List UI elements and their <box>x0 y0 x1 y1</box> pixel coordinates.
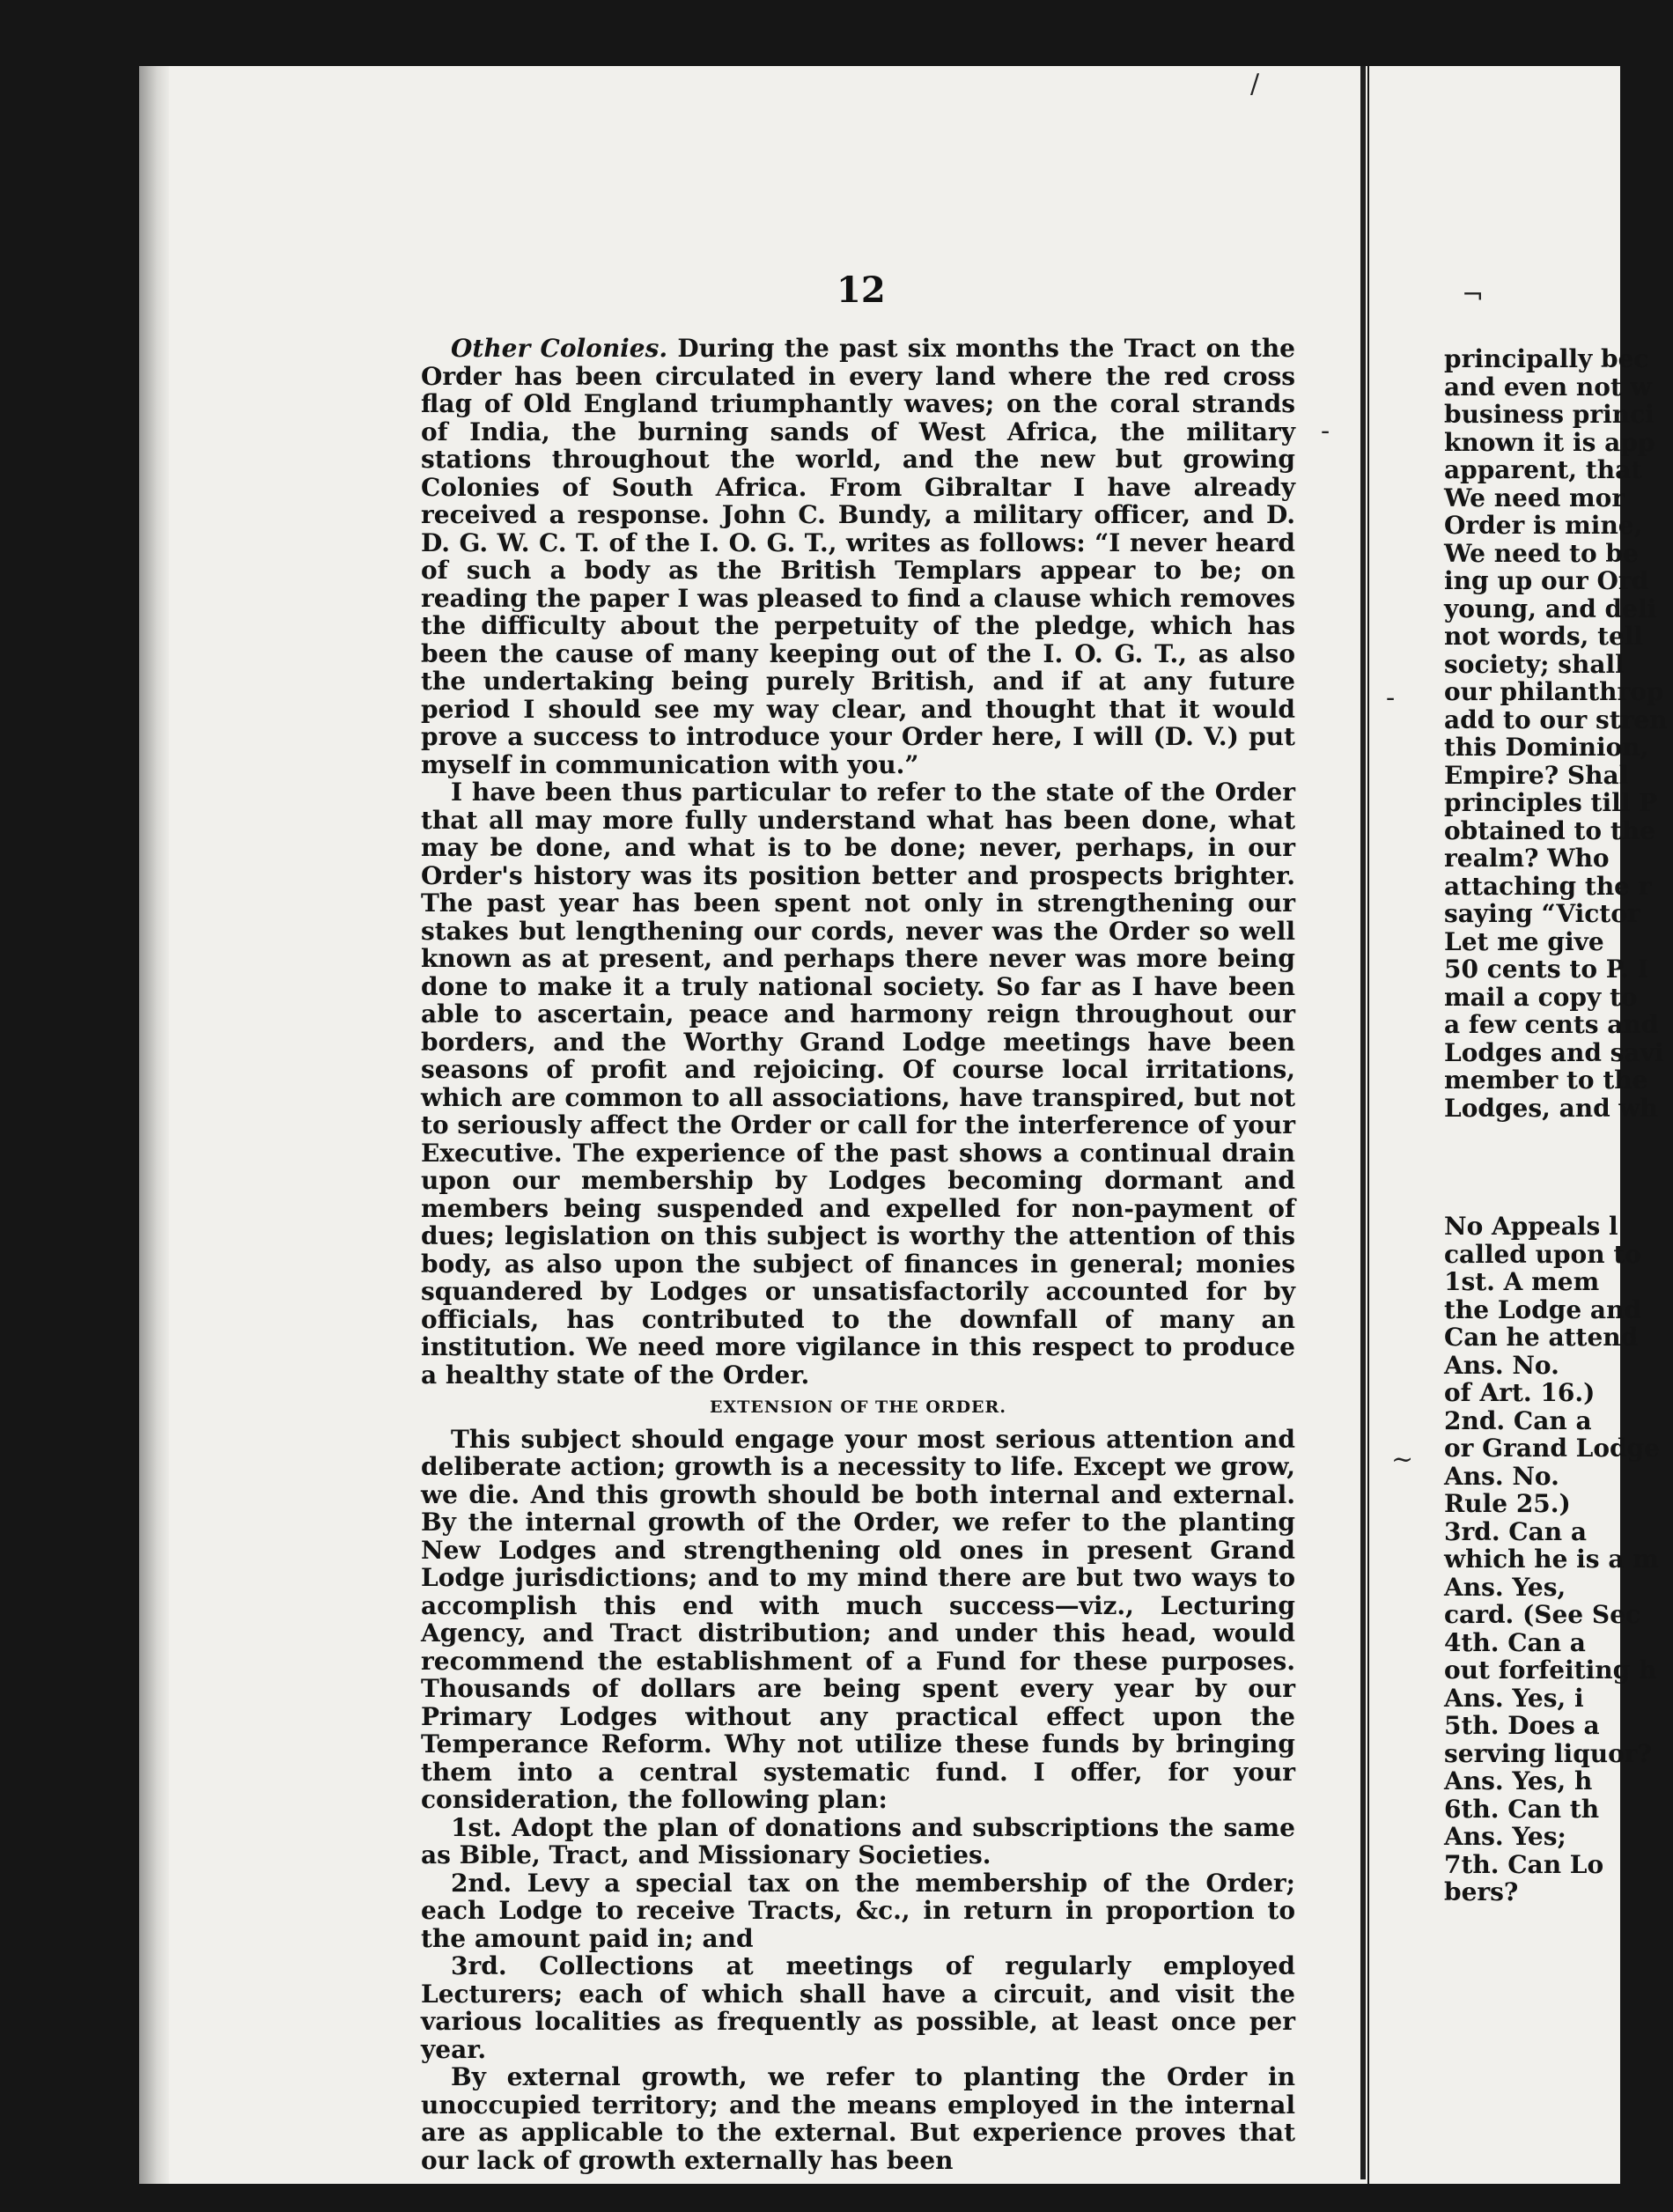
plan-item-3: 3rd. Collections at meetings of regularly employed Lecturers; each of which shall have a circuit, and visit the various localities as frequently as possible, at least once per year. <box>421 1951 1295 2064</box>
right-line: society; shall <box>1444 649 1625 679</box>
section-heading: EXTENSION OF THE ORDER. <box>710 1397 1006 1417</box>
right-line: and even not w <box>1444 372 1652 402</box>
right-line: which he is a m <box>1444 1545 1659 1574</box>
right-line: add to our stren <box>1444 704 1668 734</box>
right-line: 4th. Can a <box>1444 1627 1586 1657</box>
right-line: Ans. Yes, h <box>1444 1766 1593 1795</box>
right-line: Lodges and savi <box>1444 1037 1664 1067</box>
right-line: a few cents and <box>1444 1010 1659 1039</box>
main-text-column <box>421 335 1295 2174</box>
section-lead-label: Other Colonies. <box>451 334 668 363</box>
stray-ink-mark: / <box>1250 69 1260 100</box>
right-spacer <box>1444 1177 1673 1213</box>
right-line: Ans. No. <box>1444 1461 1559 1491</box>
right-line: 5th. Does a <box>1444 1711 1600 1740</box>
right-line: this Dominion, <box>1444 733 1649 762</box>
right-line: not words, tell <box>1444 622 1644 651</box>
right-line: bers? <box>1444 1877 1519 1906</box>
page-binding-shadow <box>139 66 169 2184</box>
right-line: 2nd. Can a <box>1444 1405 1592 1435</box>
right-spacer <box>1444 1122 1673 1177</box>
right-line: the Lodge and <box>1444 1294 1642 1324</box>
right-line: saying “Victor <box>1444 899 1640 928</box>
page-number: 12 <box>836 269 886 311</box>
paragraph-1-text: During the past six months the Tract on the Order has been circulated in every land where the red cross flag of Old England triumphantly waves; on the coral strands of India, the burning sands of West Africa, the military stations throughout the world, and the new but growing Colonies of South Africa. From Gibraltar I have already received a response. John C. Bundy, a military officer, and D. D. G. W. C. T. of the I. O. G. T., writes as follows: “I never heard of such a body as the British Templars appear to be; on reading the paper I was pleased to find a clause which removes the difficulty about the perpetuity of the pledge, which has been the cause of many keeping out of the I. O. G. T., as also the undertaking being purely British, and if at any future period I should see my way clear, and thought that it would prove a success to introduce your Order here, I will (D. V.) put myself in communication with you.” <box>421 334 1295 779</box>
right-line: or Grand Lodge <box>1444 1434 1660 1463</box>
right-line: Order is mine, <box>1444 511 1643 540</box>
right-line: member to the <box>1444 1065 1648 1095</box>
right-page-text-fragment <box>1444 345 1673 1906</box>
right-line: our philanthrop <box>1444 677 1664 706</box>
right-line: 6th. Can th <box>1444 1794 1600 1824</box>
right-line: obtained to the <box>1444 815 1655 845</box>
paragraph-other-colonies <box>421 335 1295 778</box>
plan-item-2: 2nd. Levy a special tax on the membership of the Order; each Lodge to receive Tracts, &c., in return in proportion to the amount paid in; and <box>421 1868 1295 1953</box>
right-line: Rule 25.) <box>1444 1489 1571 1518</box>
right-line: Ans. Yes; <box>1444 1822 1566 1851</box>
right-line: business princi <box>1444 400 1655 429</box>
right-line: Ans. No. <box>1444 1350 1559 1380</box>
right-line: young, and deli <box>1444 594 1657 623</box>
stray-ink-mark: - <box>1321 416 1330 446</box>
paragraph-4: By external growth, we refer to planting the Order in unoccupied territory; and the means employed in the internal are as applicable to the external. But experience proves that our lack of growth externally has been <box>421 2062 1295 2175</box>
right-line: We need mor <box>1444 483 1625 512</box>
right-line: Let me give <box>1444 926 1604 956</box>
right-line: Can he attend <box>1444 1323 1639 1352</box>
right-line: Ans. Yes, <box>1444 1572 1566 1602</box>
stray-ink-mark: - <box>1386 682 1396 713</box>
right-line: Lodges, and wh <box>1444 1093 1658 1123</box>
right-line: No Appeals l <box>1444 1212 1618 1241</box>
right-line: Empire? Shal <box>1444 760 1629 790</box>
right-line: called upon to <box>1444 1239 1641 1269</box>
page-divider-line <box>1360 66 1366 2179</box>
stray-ink-mark: ~ <box>1391 1444 1414 1475</box>
right-line: realm? Who <box>1444 844 1610 873</box>
right-line: 7th. Can Lo <box>1444 1849 1604 1879</box>
right-line: 50 cents to P. I <box>1444 955 1649 984</box>
right-line: We need to be <box>1444 538 1639 568</box>
right-line: known it is app <box>1444 427 1655 457</box>
right-line: mail a copy to <box>1444 982 1638 1012</box>
right-line: Ans. Yes, i <box>1444 1683 1584 1713</box>
right-line: 1st. A mem <box>1444 1267 1600 1296</box>
right-line: principles till P <box>1444 788 1658 817</box>
right-line: 3rd. Can a <box>1444 1516 1587 1546</box>
plan-item-1: 1st. Adopt the plan of donations and subscriptions the same as Bible, Tract, and Missionary Societies. <box>421 1812 1295 1869</box>
right-line: principally bec <box>1444 344 1649 373</box>
right-line: card. (See Sec <box>1444 1600 1640 1629</box>
right-line: serving liquor? <box>1444 1738 1652 1768</box>
stray-ink-mark: ¬ <box>1462 280 1485 311</box>
paragraph-2: I have been thus particular to refer to the state of the Order that all may more fully understand what has been done, what may be done, and what is to be done; never, perhaps, in our Order's history was its position better and prospects brighter. The past year has been spent not only in strengthening our stakes but lengthening our cords, never was the Order so well known as at present, and perhaps there never was more being done to make it a truly national society. So far as I have been able to ascertain, peace and harmony reign throughout our borders, and the Worthy Grand Lodge meetings have been seasons of profit and rejoicing. Of course local irritations, which are common to all associations, have transpired, but not to seriously affect the Order or call for the interference of your Executive. The experience of the past shows a continual drain upon our membership by Lodges becoming dormant and members being suspended and expelled for non-payment of dues; legislation on this subject is worthy the attention of this body, as also upon the subject of finances in general; monies squandered by Lodges or unsatisfactorily accounted for by officials, has contributed to the downfall of many an institution. We need more vigilance in this respect to produce a healthy state of the Order. <box>421 778 1295 1390</box>
right-line: out forfeiting h <box>1444 1655 1657 1685</box>
paragraph-3: This subject should engage your most serious attention and deliberate action; growth is a necessity to life. Except we grow, we die. And this growth should be both internal and external. By the internal growth of the Order, we refer to the planting New Lodges and strengthening old ones in present Grand Lodge jurisdictions; and to my mind there are but two ways to accomplish this end with much success—viz., Lecturing Agency, and Tract distribution; and under this head, would recommend the establishment of a Fund for these purposes. Thousands of dollars are being spent every year by our Primary Lodges without any practical effect upon the Temperance Reform. Why not utilize these funds by bringing them into a central systematic fund. I offer, for your consideration, the following plan: <box>421 1424 1295 1814</box>
right-line: attaching the r <box>1444 871 1652 901</box>
right-line: apparent, that <box>1444 455 1643 484</box>
right-line: of Art. 16.) <box>1444 1378 1596 1407</box>
right-line: ing up our Ord <box>1444 566 1649 595</box>
